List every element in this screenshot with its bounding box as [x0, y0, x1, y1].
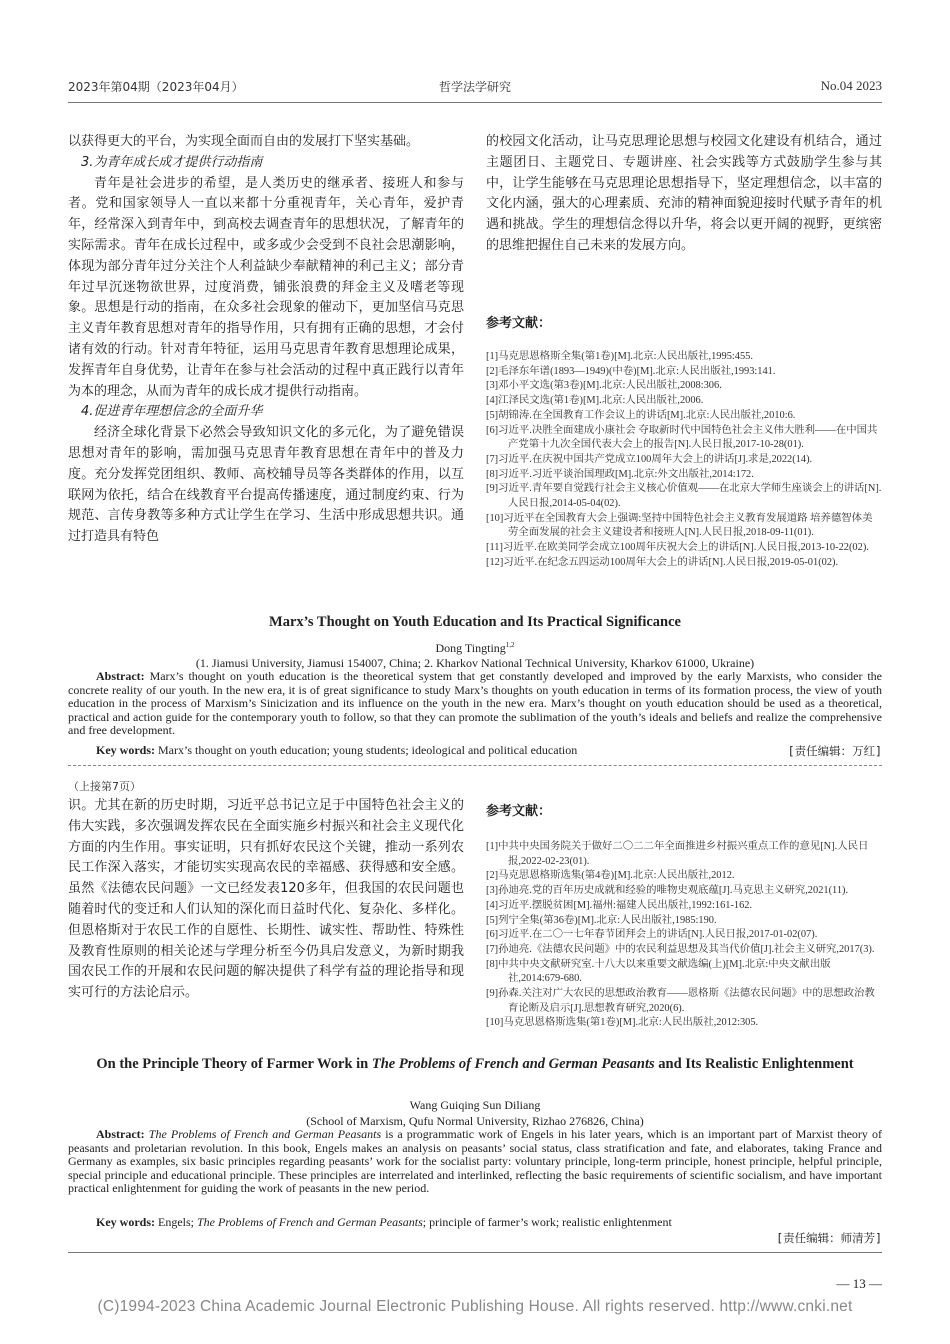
- issue-label: 2023年第04期（2023年04月）: [68, 80, 244, 94]
- english-affiliation: (School of Marxism, Qufu Normal University, Rizhao 276826, China): [306, 1114, 644, 1128]
- reference-item: [1]中共中央国务院关于做好二〇二二年全面推进乡村振兴重点工作的意见[N].人民日报,2022-02-23(01).: [486, 841, 869, 867]
- references-title: 参考文献：: [486, 316, 552, 331]
- title-part: On the Principle Theory of Farmer Work in: [96, 1056, 372, 1072]
- editor-note: [责任编辑：师清芳]: [776, 1231, 882, 1245]
- references-list: [486, 840, 882, 1031]
- author-name: Dong Tingting: [435, 641, 506, 655]
- english-author: [68, 641, 882, 656]
- reference-item: [10]习近平在全国教育大会上强调:坚持中国特色社会主义教育发展道路 培养德智体美劳全面发展的社会主义建设者和接班人[N].人民日报,2018-09-11(01).: [486, 512, 873, 539]
- keywords: [68, 1215, 882, 1230]
- english-title: [68, 1056, 882, 1073]
- continued-from-note: （上接第7页）: [68, 780, 141, 793]
- body-paragraph: 以获得更大的平台，为实现全面而自由的发展打下坚实基础。: [68, 134, 420, 149]
- reference-item: [1]马克思恩格斯全集(第1卷)[M].北京:人民出版社,1995:455.: [486, 351, 753, 362]
- abstract-text: Marx’s thought on youth education is the theoretical system that get constantly developed and improved by the early Marxists, who consider the concrete reality of our youth. In the new era, it is of great significance to study Marx’s thoughts on youth education in terms of its formation process, the view of youth education in the process of Marxism’s Sinicization and its influence on the youth in the new era. Marx’s thought on youth education should be used as a theoretical, practical and action guide for the contemporary youth to follow, so that they can promote the sublimation of the youth’s ideals and beliefs and realize the comprehensive and free development.: [68, 669, 882, 738]
- reference-item: [7]孙迪亮.《法德农民问题》中的农民利益思想及其当代价值[J].社会主义研究,2017(3).: [486, 943, 875, 955]
- section-heading: 4.促进青年理想信念的全面升华: [81, 404, 263, 420]
- reference-item: [8]习近平.习近平谈治国理政[M].北京:外文出版社,2014:172.: [486, 468, 754, 480]
- reference-item: [5]列宁全集(第36卷)[M].北京:人民出版社,1985:190.: [486, 914, 717, 926]
- issue-number: No.04 2023: [820, 78, 882, 93]
- page-number: — 13 —: [836, 1276, 882, 1291]
- section-heading: 3.为青年成长成才提供行动指南: [81, 154, 263, 170]
- journal-name: 哲学法学研究: [438, 80, 511, 94]
- reference-item: [4]江泽民文选(第1卷)[M].北京:人民出版社,2006.: [486, 395, 704, 407]
- article1-right-column: [486, 132, 882, 257]
- article-separator: [68, 765, 882, 766]
- reference-item: [8]中共中央文献研究室.十八大以来重要文献选编(上)[M].北京:中央文献出版社,2014:679-680.: [486, 958, 831, 985]
- references-title: 参考文献：: [486, 804, 552, 819]
- abstract-text: is a programmatic work of Engels in his later years, which is an important part of Marxist theory of peasants and proletarian revolution. In this book, Engels makes an analysis on peasants’ social status, class stratification and fate, and elaborates, taking France and Germany as examples, six basic principles regarding peasants’ work for the socialist party: voluntary principle, long-term principle, honest principle, helpful principle, special principle and educational principle. These principles are interrelated and interlinked, reflecting the basic requirements of scientific socialism, and have important practical enlightenment for guiding the work of peasants in the new period.: [68, 1127, 882, 1196]
- reference-item: [2]毛泽东年谱(1893—1949)(中卷)[M].北京:人民出版社,1993:141.: [486, 365, 776, 377]
- english-author: Wang Guiqing Sun Diliang: [409, 1098, 541, 1112]
- reference-item: [11]习近平.在欧美同学会成立100周年庆祝大会上的讲话[N].人民日报,2013-10-22(02).: [486, 542, 869, 554]
- reference-item: [4]习近平.摆脱贫困[M].福州:福建人民出版社,1992:161-162.: [486, 899, 753, 911]
- reference-item: [7]习近平.在庆祝中国共产党成立100周年大会上的讲话[J].求是,2022(14).: [486, 453, 813, 465]
- article1-left-column: [68, 132, 464, 548]
- body-paragraph: 青年是社会进步的希望，是人类历史的继承者、接班人和参与者。党和国家领导人一直以来都十分重视青年，关心青年，爱护青年，经常深入到青年中，到高校去调查青年的思想状况，了解青年的实际需求。青年在成长过程中，或多或少会受到不良社会思潮影响，体现为部分青年过分关注个人利益缺少奉献精神的利己主义；部分青年过早沉迷物欲世界，过度消费，铺张浪费的拜金主义及嗜老等现象。思想是行动的指南，在众多社会现象的催动下，更加坚信马克思主义青年教育思想对青年的指导作用，只有拥有正确的思想，才会付诸有效的行动。针对青年特征，运用马克思青年教育思想理论成果，发挥青年自身优势，让青年在参与社会活动的过程中真正践行以青年为本的理念，从而为青年的成长成才提供行动指南。: [68, 175, 464, 399]
- abstract-label: Abstract:: [96, 1127, 145, 1141]
- keywords-text: Engels;: [158, 1215, 197, 1229]
- reference-item: [9]习近平.青年要自觉践行社会主义核心价值观——在北京大学师生座谈会上的讲话[N].人民日报,2014-05-04(02).: [486, 483, 882, 510]
- body-paragraph: 经济全球化背景下必然会导致知识文化的多元化，为了避免错误思想对青年的影响，需加强马克思青年教育思想在青年中的普及力度。充分发挥党团组织、教师、高校辅导员等各类群体的作用，以互联网为依托，结合在线教育平台提高传播速度，通过制度约束、行为规范、言传身教等多种方式让学生在学习、生活中形成思想共识。通过打造具有特色: [68, 425, 464, 545]
- keywords-label: Key words:: [96, 1215, 155, 1229]
- abstract-book-name: The Problems of French and German Peasants: [148, 1127, 382, 1141]
- keywords-book-name: The Problems of French and German Peasants: [197, 1215, 423, 1229]
- english-title: Marx’s Thought on Youth Education and Its Practical Significance: [269, 614, 681, 630]
- article2-left-column: [68, 796, 464, 1004]
- header-rule: [68, 102, 882, 103]
- body-paragraph: 识。尤其在新的历史时期，习近平总书记立足于中国特色社会主义的伟大实践，多次强调发挥农民在全面实施乡村振兴和社会主义现代化方面的内生作用。事实证明，只有抓好农民这个关键，推动一系列农民工作深入落实，才能切实实现高农民的幸福感、获得感和安全感。虽然《法德农民问题》一文已经发表120多年，但我国的农民问题也随着时代的变迁和人们认知的深化而日益时代化、复杂化、多样化。但恩格斯对于农民工作的自愿性、长期性、诚实性、帮助性、特殊性及教育性原则的相关论述与学理分析至今仍具启发意义，为新时期我国农民工作的开展和农民问题的解决提供了科学有益的理论指导和现实可行的方法论启示。: [68, 798, 464, 1001]
- keywords-text: ; principle of farmer’s work; realistic enlightenment: [422, 1215, 672, 1229]
- footer-rule: [68, 1252, 882, 1253]
- reference-item: [9]孙森.关注对广大农民的思想政治教育——恩格斯《法德农民问题》中的思想政治教育论断及启示[J].思想教育研究,2020(6).: [486, 988, 875, 1014]
- reference-item: [2]马克思恩格斯选集(第4卷)[M].北京:人民出版社,2012.: [486, 870, 735, 882]
- body-paragraph: 的校园文化活动，让马克思理论思想与校园文化建设有机结合，通过主题团日、主题党日、专题讲座、社会实践等方式鼓励学生参与其中，让学生能够在马克思理论思想指导下，坚定理想信念，以丰富的文化内涵，强大的心理素质、充沛的精神面貌迎接时代赋予青年的机遇和挑战。学生的理想信念得以升华，将会以更开阔的视野，更缤密的思维把握住自己未来的发展方向。: [486, 134, 882, 253]
- title-book-name: The Problems of French and German Peasants: [371, 1056, 655, 1072]
- editor-note: [责任编辑：万红]: [787, 744, 882, 758]
- keywords-label: Key words:: [96, 743, 155, 757]
- english-abstract: [68, 670, 882, 738]
- reference-item: [6]习近平.在二〇一七年春节团拜会上的讲话[N].人民日报,2017-01-02(07).: [486, 929, 818, 941]
- english-abstract: [68, 1128, 882, 1196]
- reference-item: [3]邓小平文选(第3卷)[M].北京:人民出版社,2008:306.: [486, 380, 722, 392]
- reference-item: [5]胡锦涛.在全国教育工作会议上的讲话[M].北京:人民出版社,2010:6.: [486, 409, 796, 421]
- english-affiliation: (1. Jiamusi University, Jiamusi 154007, China; 2. Kharkov National Technical University, Kharkov 61000, Ukraine): [195, 656, 755, 670]
- references-list: [486, 350, 882, 571]
- reference-item: [6]习近平.决胜全面建成小康社会 夺取新时代中国特色社会主义伟大胜利——在中国共产党第十九次全国代表大会上的报告[N].人民日报,2017-10-28(01).: [486, 424, 878, 451]
- keywords: [68, 743, 882, 758]
- reference-item: [3]孙迪亮.党的百年历史成就和经验的唯物史观底蕴[J].马克思主义研究,2021(11).: [486, 885, 849, 897]
- running-header: [68, 78, 882, 100]
- keywords-text: Marx’s thought on youth education; young students; ideological and political education: [158, 743, 578, 757]
- author-affiliation-marker: 1,2: [505, 641, 515, 649]
- copyright-watermark: (C)1994-2023 China Academic Journal Electronic Publishing House. All rights reserved. http://www.cnki.net: [97, 1298, 853, 1315]
- reference-item: [10]马克思恩格斯选集(第1卷)[M].北京:人民出版社,2012:305.: [486, 1017, 759, 1029]
- reference-item: [12]习近平.在纪念五四运动100周年大会上的讲话[N].人民日报,2019-05-01(02).: [486, 556, 839, 568]
- title-part: and Its Realistic Enlightenment: [654, 1056, 854, 1072]
- abstract-label: Abstract:: [96, 669, 145, 683]
